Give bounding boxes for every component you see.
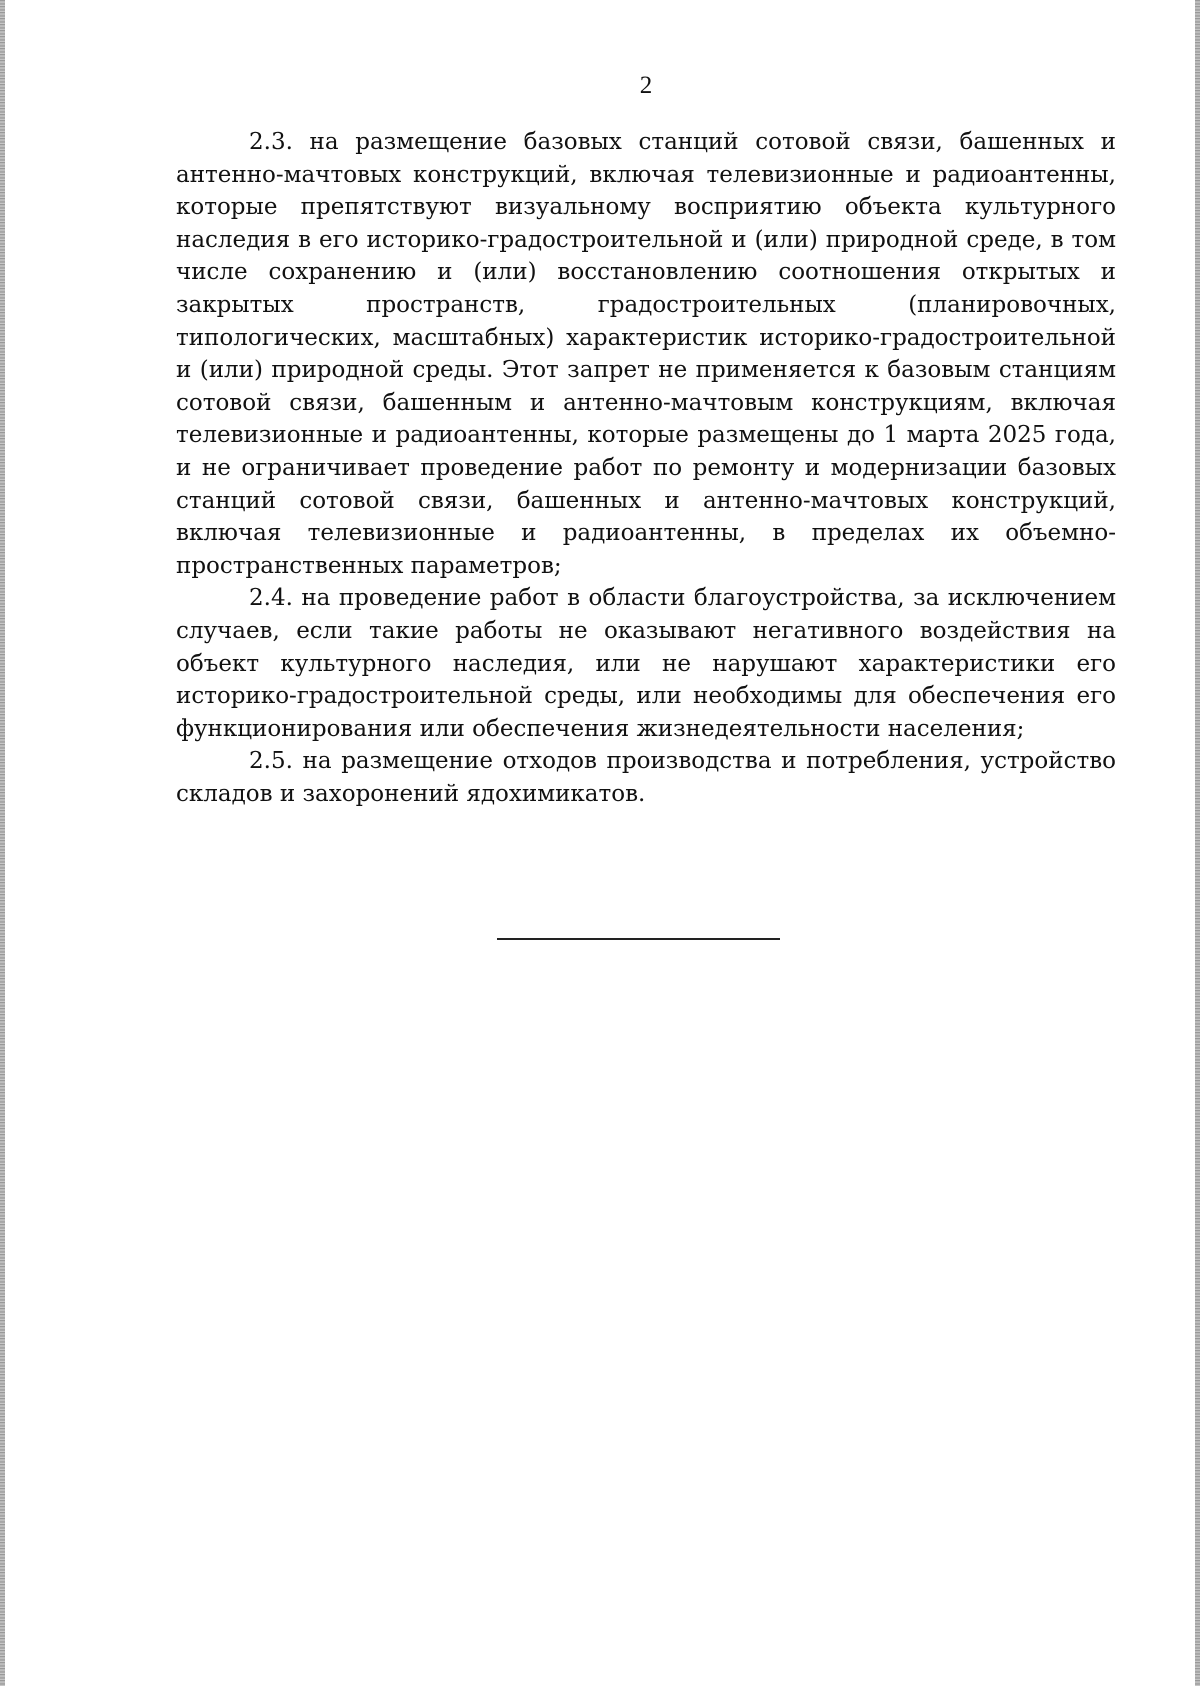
end-of-text-rule [497,938,780,940]
paragraph-2-4: 2.4. на проведение работ в области благоустройства, за исключением случаев, если такие работы не оказывают негативного воздействия на объект культурного наследия, или не нарушают характеристики его историко-градостроительной среды, или необходимы для обеспечения его функционирования или обеспечения жизнедеятельности населения; [176,585,1116,742]
document-body [176,126,1116,810]
paragraph-2-3: 2.3. на размещение базовых станций сотовой связи, башенных и антенно-мачтовых конструкций, включая телевизионные и радиоантенны, которые препятствуют визуальному восприятию объекта культурного наследия в его историко-градостроительной и (или) природной среде, в том числе сохранению и (или) восстановлению соотношения открытых и закрытых пространств, градостроительных (планировочных, типологических, масштабных) характеристик историко-градостроительной и (или) природной среды. Этот запрет не применяется к базовым станциям сотовой связи, башенным и антенно-мачтовым конструкциям, включая телевизионные и радиоантенны, которые размещены до 1 марта 2025 года, и не ограничивает проведение работ по ремонту и модернизации базовых станций сотовой связи, башенных и антенно-мачтовых конструкций, включая телевизионные и радиоантенны, в пределах их объемно-пространственных параметров; [176,129,1116,579]
scan-edge-right [1195,0,1200,1686]
paragraph-2-5: 2.5. на размещение отходов производства и потребления, устройство складов и захоронений ядохимикатов. [176,748,1116,807]
page-number: 2 [639,72,653,99]
scan-edge-left [0,0,5,1686]
